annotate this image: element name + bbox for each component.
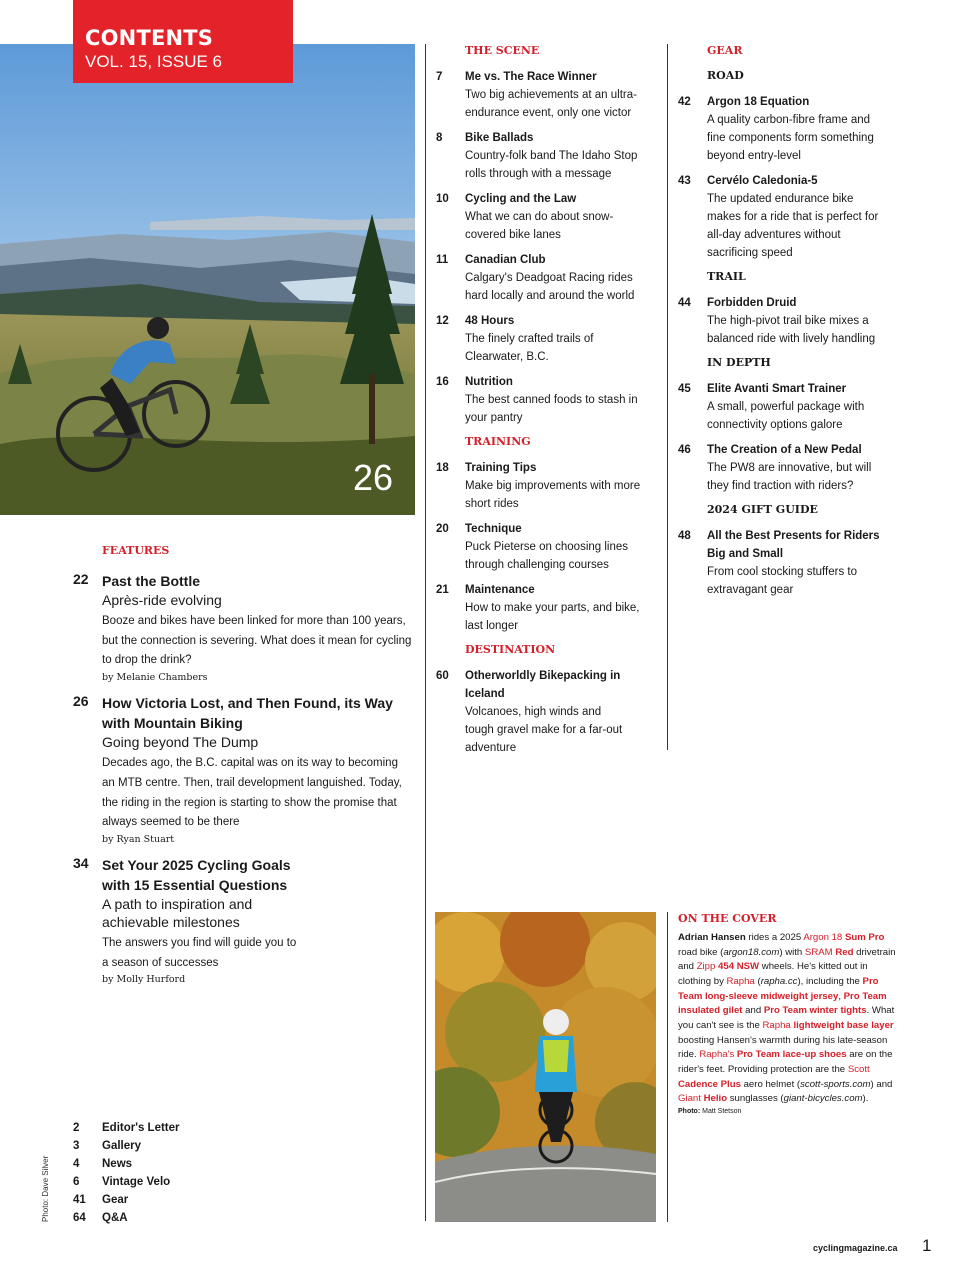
features-section	[73, 544, 413, 995]
cover-heading: ON THE COVER	[678, 912, 777, 925]
feature-title: Past the Bottle	[102, 573, 201, 589]
feature-byline: by Molly Hurford	[102, 974, 186, 986]
feature-title: Set Your 2025 Cycling Goals with 15 Essential Questions	[102, 856, 291, 893]
toc-entry[interactable]: 45 Elite Avanti Smart Trainer A small, powerful package with connectivity options galore	[678, 383, 865, 431]
gear-column	[678, 43, 896, 606]
regular-item[interactable]: 64 Q&A	[73, 1212, 128, 1224]
section-heading-scene: THE SCENE	[465, 44, 540, 57]
feature-dek: A path to inspiration and achievable milestones	[102, 895, 253, 930]
feature-byline: by Melanie Chambers	[102, 672, 208, 684]
toc-entry[interactable]: 12 48 Hours The finely crafted trails of Clearwater, B.C.	[436, 315, 594, 363]
hero-page-number: 26	[352, 457, 393, 498]
section-heading-destination: DESTINATION	[465, 643, 556, 656]
toc-entry[interactable]: 42 Argon 18 Equation A quality carbon-fibre frame and fine components form something beyond entry-level	[678, 96, 874, 162]
road-cyclist-illustration	[435, 912, 656, 1222]
cover-description: Adrian Hansen rides a 2025 Argon 18 Sum Pro road bike (argon18.com) with SRAM Red drivetrain and Zipp 454 NSW wheels. He's kitted out in clothing by Rapha (rapha.cc), including the Pro Team long-sleeve midweight jersey, Pro Team insulated gilet and Pro Team winter tights. What you can't see is the Rapha lightweight base layer boosting Hansen's warmth during his late-season ride. Rapha's Pro Team lace-up shoes are on the rider's feet. Providing protection are the Scott Cadence Plus aero helmet (scott-sports.com) and Giant Helio sunglasses (giant-bicycles.com).	[678, 932, 896, 1105]
feature-entry[interactable]	[73, 693, 413, 847]
hero-photo	[0, 44, 415, 515]
subheading-road: ROAD	[707, 69, 744, 82]
department-column	[436, 43, 654, 764]
subheading-gift-guide: 2024 GIFT GUIDE	[707, 503, 818, 516]
toc-entry[interactable]: 46 The Creation of a New Pedal The PW8 are innovative, but will they find traction with riders?	[678, 444, 872, 492]
footer-url[interactable]: cyclingmagazine.ca	[813, 1243, 898, 1253]
feature-title: How Victoria Lost, and Then Found, its Way with Mountain Biking	[102, 695, 393, 732]
toc-entry[interactable]: 48 All the Best Presents for Riders Big and Small From cool stocking stuffers to extravagant gear	[678, 530, 880, 596]
feature-page: 26	[73, 693, 89, 710]
feature-dek: Après-ride evolving	[102, 592, 222, 608]
toc-entry[interactable]: 16 Nutrition The best canned foods to stash in your pantry	[436, 376, 638, 424]
feature-dek: Going beyond The Dump	[102, 734, 259, 751]
divider-right	[667, 44, 668, 750]
regular-item[interactable]: 3 Gallery	[73, 1140, 141, 1152]
toc-entry[interactable]: 18 Training Tips Make big improvements with more short rides	[436, 462, 641, 510]
regulars-list	[73, 1119, 180, 1227]
toc-entry[interactable]: 11 Canadian Club Calgary's Deadgoat Racing rides hard locally and around the world	[436, 254, 635, 302]
divider-cover	[667, 912, 668, 1222]
subheading-in-depth: IN DEPTH	[707, 356, 771, 369]
photo-credit: Photo: Dave Silver	[41, 1155, 50, 1222]
feature-desc: Booze and bikes have been linked for more than 100 years, but the connection is severing. What does it mean for cycling to drop the drink?	[102, 615, 412, 667]
feature-entry[interactable]	[73, 571, 413, 685]
features-heading: FEATURES	[102, 544, 170, 557]
feature-entry[interactable]	[73, 855, 413, 987]
footer-page-number: 1	[922, 1236, 932, 1255]
toc-entry[interactable]: 20 Technique Puck Pieterse on choosing lines through challenging courses	[436, 523, 629, 571]
regular-item[interactable]: 4 News	[73, 1158, 133, 1170]
feature-desc: Decades ago, the B.C. capital was on its way to becoming an MTB centre. Then, trail development languished. Today, the riding in the region is starting to show the promise that always seemed to be there	[102, 757, 402, 829]
regular-item[interactable]: 2 Editor's Letter	[73, 1122, 180, 1134]
mountain-biker-illustration	[0, 44, 415, 515]
regular-item[interactable]: 41 Gear	[73, 1194, 129, 1206]
page-title: CONTENTS	[85, 26, 214, 50]
toc-entry[interactable]: 44 Forbidden Druid The high-pivot trail bike mixes a balanced ride with lively handling	[678, 297, 876, 345]
toc-entry[interactable]: 10 Cycling and the Law What we can do about snow-covered bike lanes	[436, 193, 614, 241]
cover-photo-credit: Photo: Matt Stetson	[678, 1107, 742, 1115]
toc-entry[interactable]: 43 Cervélo Caledonia-5 The updated endurance bike makes for a ride that is perfect for all-day adventures without sacrificing speed	[678, 175, 879, 259]
toc-entry[interactable]: 8 Bike Ballads Country-folk band The Idaho Stop rolls through with a message	[436, 132, 638, 180]
feature-byline: by Ryan Stuart	[102, 833, 175, 845]
contents-header	[73, 0, 293, 83]
cover-credits	[678, 912, 900, 1115]
cover-photo	[435, 912, 656, 1222]
toc-entry[interactable]: 7 Me vs. The Race Winner Two big achievements at an ultra-endurance event, only one victor	[436, 71, 637, 119]
section-heading-training: TRAINING	[465, 435, 531, 448]
toc-entry[interactable]: 21 Maintenance How to make your parts, and bike, last longer	[436, 584, 640, 632]
feature-desc: The answers you find will guide you to a season of successes	[102, 936, 297, 969]
section-heading-gear: GEAR	[707, 44, 743, 57]
toc-entry[interactable]: 60 Otherworldly Bikepacking in Iceland Volcanoes, high winds and tough gravel make for a far-out adventure	[436, 670, 623, 754]
issue-label: VOL. 15, ISSUE 6	[85, 52, 223, 71]
regular-item[interactable]: 6 Vintage Velo	[73, 1176, 171, 1188]
feature-page: 22	[73, 571, 89, 587]
subheading-trail: TRAIL	[707, 270, 746, 283]
feature-page: 34	[73, 854, 89, 871]
divider-left	[425, 44, 426, 1221]
